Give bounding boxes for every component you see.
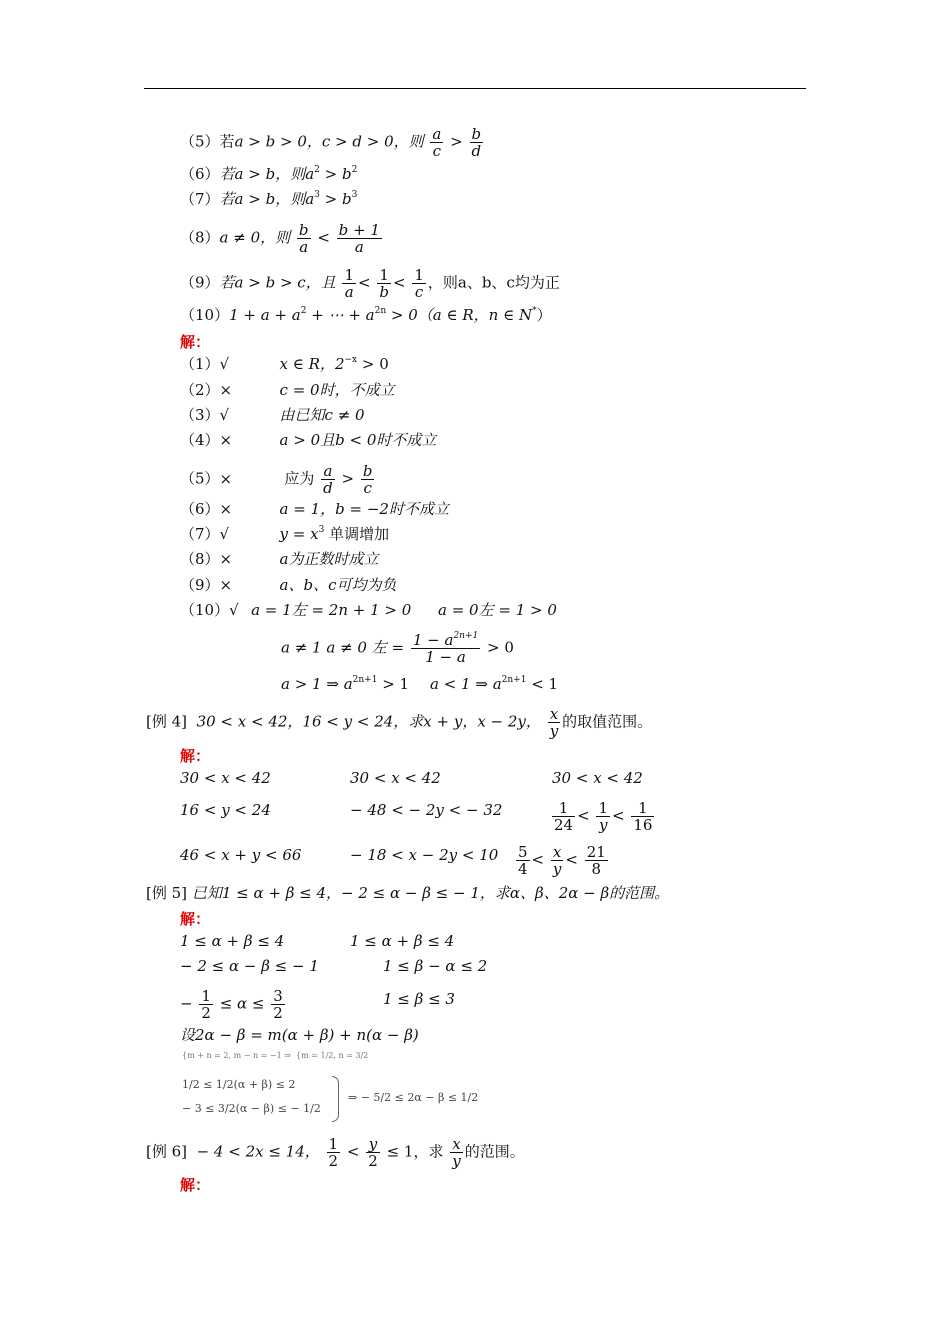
solution-label: 解： (180, 333, 211, 351)
ex5-line2b: 1 ≤ β − α ≤ 2 (383, 957, 488, 975)
example-6-solution-label: 解： (180, 1176, 211, 1194)
solution-row: （7）√ $y = x^3$ 单调增加 (180, 525, 390, 543)
ex4-c2-line1: 30 < x < 42 (350, 769, 441, 787)
example-5-solution-label: 解： (180, 910, 211, 928)
ex5-brace (332, 1076, 339, 1122)
ex5-ineq-line2: − 3 ≤ 3/2(α − β) ≤ − 1/2 (182, 1102, 321, 1115)
solution-row-10-line-2: a ≠ 1 a ≠ 0 左 = $\frac{1 - a^{2n+1}}{1 - a}$ > 0 (281, 631, 514, 666)
solution-row-10-line-3a: a > 1 ⇒ $a^{2n+1} > 1$ (281, 675, 410, 693)
solution-row: （3）√ 由已知c ≠ 0 (180, 406, 365, 424)
ex5-system-line: {m + n = 2, m − n = −1 ⇒ {m = 1/2, n = 3/2 (182, 1051, 369, 1060)
ex4-c1-line2: 16 < y < 24 (180, 801, 271, 819)
ex5-line1a: 1 ≤ α + β ≤ 4 (180, 932, 285, 950)
example-5-statement: [例 5] 已知1 ≤ α + β ≤ 4，− 2 ≤ α − β ≤ − 1，求α、β、2α − β的范围。 (146, 884, 670, 902)
ex4-c1-line3: 46 < x + y < 66 (180, 846, 302, 864)
solution-row: （2）× c = 0时，不成立 (180, 381, 395, 399)
solution-row: （8）× a为正数时成立 (180, 550, 379, 568)
ex4-c1-line1: 30 < x < 42 (180, 769, 271, 787)
header-rule (144, 88, 806, 89)
solution-row: （6）× a = 1，b = −2时不成立 (180, 500, 449, 518)
ex4-c3-line1: 30 < x < 42 (552, 769, 643, 787)
solution-row: （1）√ x ∈ R，$2^{-x} > 0$ (180, 355, 389, 373)
statement-9: （9）若a > b > c，且 $\frac{1}{a}$ < $\frac{1}{b}$ < $\frac{1}{c}$ ，则a、b、c均为正 (180, 266, 560, 301)
ex4-c3-line3: $\frac{5}{4}$ < $\frac{x}{y}$ < $\frac{21}{8}$ (518, 843, 606, 878)
ex5-line4: 设2α − β = m(α + β) + n(α − β) (180, 1026, 419, 1044)
ex5-ineq-line1: 1/2 ≤ 1/2(α + β) ≤ 2 (182, 1078, 296, 1091)
ex4-c2-line2: − 48 < − 2y < − 32 (350, 801, 503, 819)
ex5-line3a: − $\frac{1}{2}$ ≤ α ≤ $\frac{3}{2}$ (180, 987, 283, 1022)
statement-7: （7）若a > b，则$a^3 > b^3$ (180, 190, 358, 208)
statement-5: （5）若a > b > 0，c > d > 0，则 $\frac{a}{c}$ > $\frac{b}{d}$ (180, 125, 482, 160)
solution-row-10-case-b: a = 0左 = 1 > 0 (438, 601, 557, 619)
solution-row: （9）× a、b、c可均为负 (180, 576, 397, 594)
statement-6: （6）若a > b，则$a^2 > b^2$ (180, 165, 358, 183)
solution-row-5: （5）× 应为 $\frac{a}{d}$ > $\frac{b}{c}$ (180, 462, 373, 497)
example-4-solution-label: 解： (180, 747, 211, 765)
statement-10: $(10)1 + a + a^2$ + ⋯ + $a^{2n} > 0(a$ ∈ R，n ∈ N*） (180, 306, 552, 324)
ex5-line2a: − 2 ≤ α − β ≤ − 1 (180, 957, 319, 975)
example-6-statement: [例 6] − 4 < 2x ≤ 14， $\frac{1}{2}$ < $\frac{y}{2}$ ≤ 1，求 $\frac{x}{y}$ 的范围。 (146, 1135, 525, 1170)
solution-row-10-line-3b: a < 1 ⇒ $a^{2n+1} < 1$ (430, 675, 559, 693)
solution-row: （4）× a > 0且b < 0时不成立 (180, 431, 437, 449)
example-4-statement: [例 4] 30 < x < 42，16 < y < 24，求x + y，x − 2y， $\frac{x}{y}$ 的取值范围。 (146, 705, 653, 740)
ex5-line3b: 1 ≤ β ≤ 3 (383, 990, 455, 1008)
ex4-c2-line3: − 18 < x − 2y < 10 (350, 846, 499, 864)
ex5-line1b: 1 ≤ α + β ≤ 4 (350, 932, 455, 950)
statement-8: （8）a ≠ 0，则 $\frac{b}{a}$ < $\frac{b + 1}{a}$ (180, 221, 380, 256)
ex5-result: ⇒ − 5/2 ≤ 2α − β ≤ 1/2 (348, 1091, 479, 1104)
solution-row-10: （10）√ a = 1左 = 2n + 1 > 0 (180, 601, 412, 619)
ex4-c3-line2: $\frac{1}{24}$ < $\frac{1}{y}$ < $\frac{1}{16}$ (554, 799, 653, 834)
